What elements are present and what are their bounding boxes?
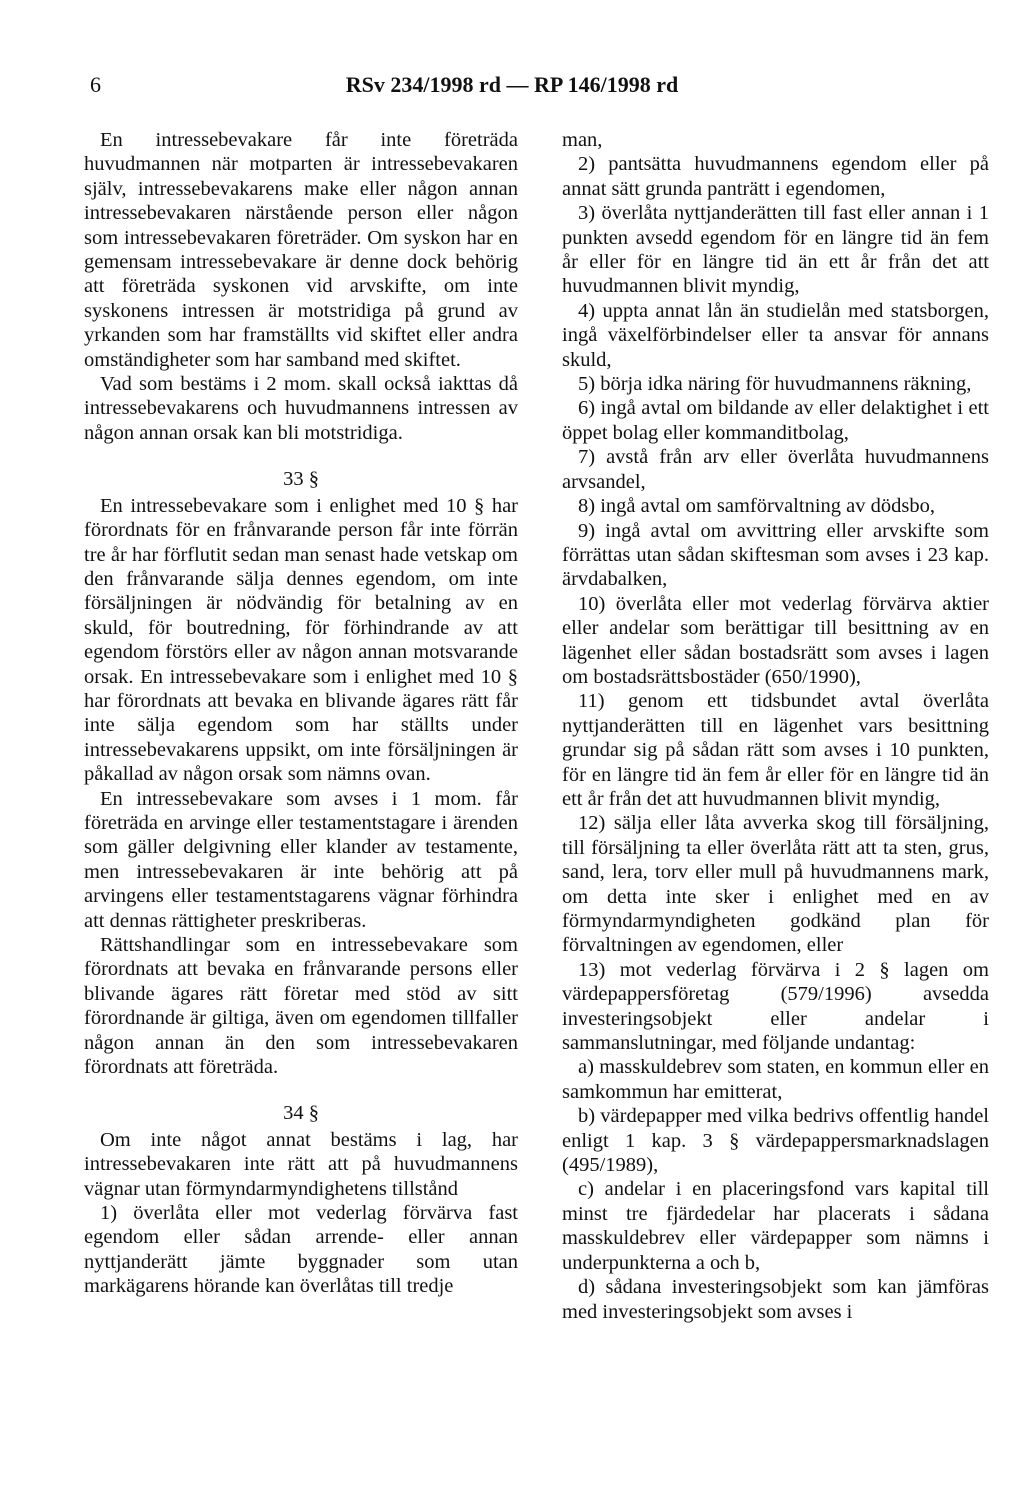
list-item: 9) ingå avtal om avvittring eller arvskifte som förrättas utan sådan skiftesman som avses i 23 kap. ärvdabalken, bbox=[562, 519, 989, 591]
list-item: 2) pantsätta huvudmannens egendom eller på annat sätt grunda panträtt i egendomen, bbox=[562, 153, 989, 200]
list-item: 7) avstå från arv eller överlåta huvudmannens arvsandel, bbox=[562, 446, 989, 493]
list-item: 12) sälja eller låta avverka skog till försäljning, till försäljning ta eller överlåta rätt att ta sten, grus, sand, lera, torv eller mull på huvudmannens mark, om detta inte sker i enlighet med en av förmyndarmyndigheten godkänd plan för förvaltningen av egendomen, eller bbox=[562, 812, 989, 957]
list-item: 10) överlåta eller mot vederlag förvärva aktier eller andelar som berättigar till besittning av en lägenhet eller sådan bostadsrätt som avses i lagen om bostadsrättsbostäder (650/1990), bbox=[562, 592, 989, 688]
list-item: d) sådana investeringsobjekt som kan jämföras med investeringsobjekt som avses i bbox=[562, 1276, 989, 1323]
right-column bbox=[562, 128, 989, 1324]
list-item: a) masskuldebrev som staten, en kommun eller en samkommun har emitterat, bbox=[562, 1056, 989, 1103]
page-number: 6 bbox=[90, 72, 101, 97]
section-34-paragraph-1: Om inte något annat bestäms i lag, har intressebevakaren inte rätt att på huvudmannens vägnar utan förmyndarmyndighetens tillstånd bbox=[84, 1128, 518, 1200]
list-item: 8) ingå avtal om samförvaltning av dödsbo, bbox=[578, 495, 935, 518]
continuation-text: man, bbox=[562, 129, 603, 151]
section-33-paragraph-1: En intressebevakare som i enlighet med 10 § har förordnats för en frånvarande person får inte förrän tre år har förflutit sedan man senast hade vetskap om den frånvarande sälja dennes egendom, om inte försäljningen är nödvändig för betalning av en skuld, för boutredning, för förhindrande av att egendom förstörs eller av någon annan motsvarande orsak. En intressebevakare som i enlighet med 10 § har förordnats att bevaka en blivande ägares rätt får inte sälja egendom som har ställts under intressebevakarens uppsikt, om inte försäljningen är påkallad av någon orsak som nämns ovan. bbox=[84, 494, 518, 786]
section-33-paragraph-2: En intressebevakare som avses i 1 mom. får företräda en arvinge eller testamentstagare i ärenden som gäller delgivning eller klander av testamente, men intressebevakaren är inte behörig att på arvingens eller testamentstagarens vägnar förhindra att dennas rättigheter preskriberas. bbox=[84, 787, 518, 932]
paragraph-2: Vad som bestäms i 2 mom. skall också iakttas då intressebevakarens och huvudmannens intressen av någon annan orsak kan bli motstridiga. bbox=[84, 373, 518, 444]
section-33-heading: 33 § bbox=[283, 468, 319, 491]
section-33-paragraph-3: Rättshandlingar som en intressebevakare som förordnats att bevaka en frånvarande persons eller blivande ägares rätt företar med stöd av sitt förordnande är giltiga, även om egendomen tillfaller någon annan än den som intressebevakaren förordnats att företräda. bbox=[84, 934, 518, 1079]
section-34-heading: 34 § bbox=[283, 1102, 319, 1125]
list-item: 6) ingå avtal om bildande av eller delaktighet i ett öppet bolag eller kommanditbolag, bbox=[562, 397, 989, 444]
list-item: 11) genom ett tidsbundet avtal överlåta nyttjanderätten till en lägenhet vars besittning grundar sig på sådan rätt som avses i 10 punkten, för en längre tid än fem år eller för en längre tid än ett år från det att huvudmannen blivit myndig, bbox=[562, 690, 989, 810]
section-34-item-1: 1) överlåta eller mot vederlag förvärva fast egendom eller sådan arrende- eller annan nyttjanderätt jämte byggnader som utan markägarens hörande kan överlåtas till tredje bbox=[84, 1202, 518, 1298]
list-item: b) värdepapper med vilka bedrivs offentlig handel enligt 1 kap. 3 § värdepappersmarknadslagen (495/1989), bbox=[562, 1105, 989, 1177]
paragraph-1: En intressebevakare får inte företräda huvudmannen när motparten är intressebevakaren själv, intressebevakarens make eller någon annan intressebevakaren närstående person eller någon som intressebevakaren företräder. Om syskon har en gemensam intressebevakare är denne dock behörig att företräda syskonen vid arvskifte, om inte syskonens intressen är motstridiga på grund av yrkanden som har framställts vid skiftet eller andra omständigheter som har samband med skiftet. bbox=[84, 129, 518, 371]
list-item: c) andelar i en placeringsfond vars kapital till minst tre fjärdedelar har placerats i sådana masskuldebrev eller värdepapper som nämns i underpunkterna a och b, bbox=[562, 1178, 989, 1274]
running-header: RSv 234/1998 rd — RP 146/1998 rd bbox=[345, 72, 679, 97]
list-item: 3) överlåta nyttjanderätten till fast eller annan i 1 punkten avsedd egendom för en längre tid än fem år eller för en längre tid än ett år från det att huvudmannen blivit myndig, bbox=[562, 202, 989, 298]
list-item: 4) uppta annat lån än studielån med statsborgen, ingå växelförbindelser eller ta ansvar för annans skuld, bbox=[562, 299, 989, 371]
list-item: 13) mot vederlag förvärva i 2 § lagen om värdepappersföretag (579/1996) avsedda investeringsobjekt eller andelar i sammanslutningar, med följande undantag: bbox=[562, 958, 989, 1055]
left-column bbox=[84, 128, 518, 1299]
list-item: 5) börja idka näring för huvudmannens räkning, bbox=[578, 373, 972, 396]
